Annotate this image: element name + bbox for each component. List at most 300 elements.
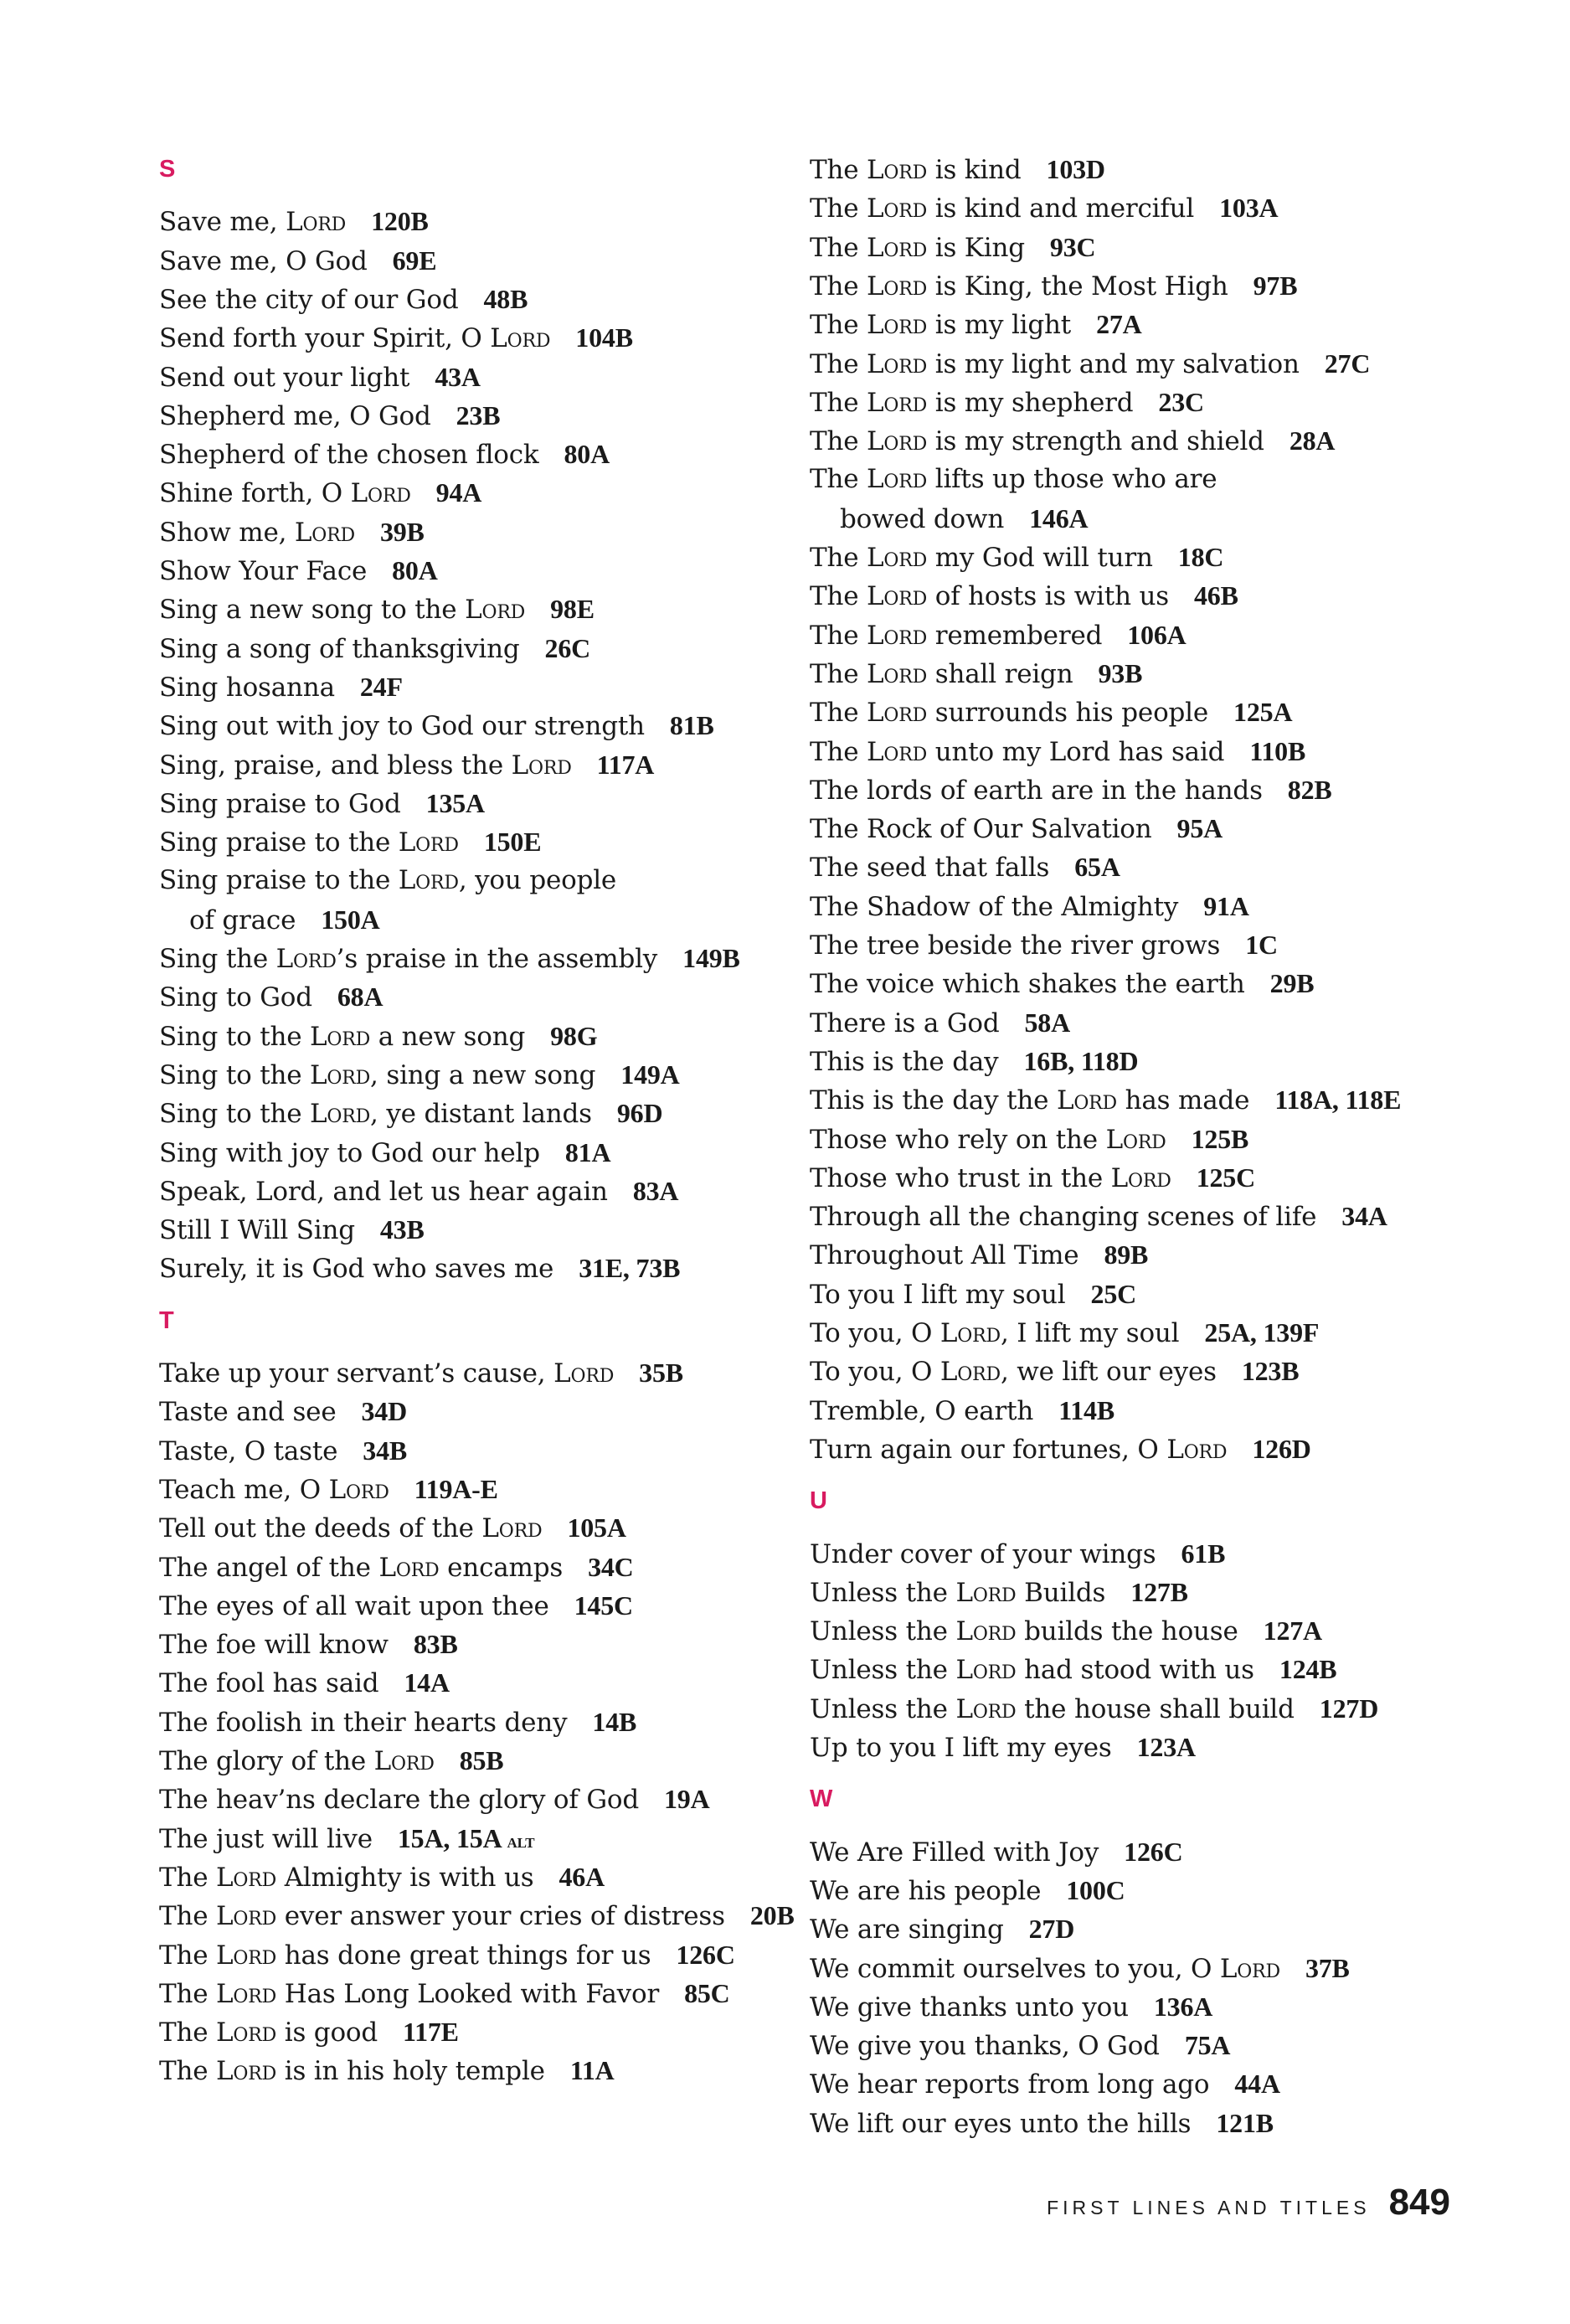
- psalm-reference: [597, 750, 655, 780]
- psalm-reference-number: 118A, 118E: [1274, 1085, 1402, 1116]
- psalm-reference-number: 46B: [1193, 580, 1238, 611]
- index-entry: [159, 1976, 730, 2011]
- psalm-reference-number: 24F: [359, 671, 403, 702]
- index-entry: [810, 695, 1292, 729]
- entry-title-text: The: [810, 426, 867, 457]
- divine-name-small-caps: Lord: [955, 1577, 1017, 1608]
- index-entry: [159, 1434, 407, 1468]
- psalm-reference: [1066, 1875, 1125, 1905]
- entry-title-text: The: [810, 464, 867, 495]
- psalm-reference-number: 126C: [676, 1939, 735, 1970]
- psalm-reference-number: 117E: [403, 2017, 459, 2048]
- psalm-reference: [456, 400, 501, 430]
- psalm-reference-number: 114B: [1058, 1394, 1114, 1425]
- psalm-reference: [676, 1940, 734, 1970]
- entry-title-text: has done great things for us: [276, 1940, 651, 1971]
- entry-title-text: The: [810, 543, 867, 573]
- psalm-reference-number: 46A: [559, 1861, 605, 1892]
- entry-title-text: Sing praise to the: [159, 827, 399, 858]
- psalm-reference: [360, 672, 403, 702]
- index-entry: [810, 1990, 1212, 2024]
- psalm-reference: [1216, 2108, 1274, 2138]
- psalm-reference: [670, 710, 714, 740]
- divine-name-small-caps: Lord: [481, 1513, 543, 1544]
- entry-title-text: Unless the: [810, 1693, 956, 1724]
- psalm-reference-number: 69E: [392, 245, 437, 276]
- index-entry: [810, 579, 1238, 613]
- entry-title-text: The: [159, 1978, 217, 2009]
- index-entry: [810, 2028, 1230, 2063]
- index-entry: [159, 2015, 459, 2049]
- index-entry: [810, 1238, 1148, 1272]
- entry-title-text: surrounds his people: [927, 698, 1209, 729]
- psalm-reference-number: 125A: [1233, 697, 1293, 728]
- psalm-reference-number: 127A: [1263, 1615, 1322, 1646]
- psalm-reference-number: 44A: [1234, 2069, 1280, 2100]
- entry-title-text: remembered: [927, 620, 1103, 651]
- psalm-reference: [404, 1667, 450, 1698]
- psalm-reference: [361, 1396, 407, 1426]
- psalm-reference-number: 91A: [1203, 890, 1249, 921]
- entry-title-text: Taste, O taste: [159, 1435, 338, 1466]
- entry-title-text: Tell out the deeds of the: [159, 1513, 482, 1544]
- entry-title-text: a new song: [370, 1021, 526, 1052]
- psalm-reference: [1242, 1356, 1300, 1386]
- index-entry: [810, 1730, 1196, 1765]
- psalm-reference-number: 98G: [550, 1020, 598, 1051]
- entry-title-text: Still I Will Sing: [159, 1215, 355, 1246]
- entry-title-text: had stood with us: [1016, 1655, 1254, 1686]
- psalm-reference-number: 96D: [616, 1098, 663, 1129]
- index-entry: [159, 437, 610, 471]
- psalm-reference-number: 43B: [379, 1214, 425, 1245]
- index-entry: [810, 1912, 1074, 1946]
- psalm-reference-number: 39B: [379, 516, 425, 547]
- entry-title-text: Shine forth, O: [159, 478, 351, 509]
- psalm-reference-number: 1C: [1245, 930, 1278, 960]
- psalm-reference: [684, 1978, 730, 2008]
- entry-title-text: is King: [927, 232, 1025, 263]
- psalm-reference-number: 48B: [483, 283, 528, 314]
- psalm-reference: [1192, 1124, 1249, 1154]
- index-entry: [159, 515, 425, 549]
- entry-title-text: The: [810, 658, 867, 689]
- index-entry: [159, 1589, 633, 1623]
- psalm-reference: [321, 904, 379, 935]
- psalm-reference: [639, 1358, 683, 1388]
- entry-title-text: The: [810, 348, 867, 379]
- psalm-reference: [1096, 309, 1142, 339]
- psalm-reference-number: 100C: [1066, 1874, 1125, 1905]
- entry-title-text: is in his holy temple: [276, 2056, 545, 2087]
- entry-title-text: Almighty is with us: [276, 1862, 534, 1893]
- index-entry: [810, 734, 1305, 769]
- entry-title-text: is my shepherd: [927, 387, 1134, 418]
- index-entry: [159, 670, 403, 704]
- psalm-reference-number: 103A: [1219, 193, 1279, 224]
- running-footer-title: FIRST LINES AND TITLES: [1047, 2197, 1371, 2218]
- index-entry: [810, 1873, 1125, 1908]
- index-entry: [810, 1316, 1319, 1350]
- psalm-reference: [1252, 1434, 1310, 1464]
- index-entry: [810, 1277, 1136, 1311]
- psalm-reference: [682, 943, 740, 973]
- index-entry: [159, 1472, 498, 1507]
- entry-title-text: The: [159, 2056, 217, 2087]
- psalm-reference-number: 127B: [1130, 1576, 1188, 1607]
- entry-title-text: Send out your light: [159, 362, 410, 393]
- psalm-reference: [750, 1900, 795, 1930]
- entry-title-text: The foolish in their hearts deny: [159, 1707, 568, 1738]
- entry-title-text: The: [159, 1901, 217, 1932]
- divine-name-small-caps: Lord: [1110, 1162, 1171, 1193]
- psalm-reference-number: 135A: [425, 787, 485, 818]
- psalm-reference-number: 149B: [682, 943, 740, 973]
- entry-title-text: Under cover of your wings: [810, 1538, 1156, 1569]
- entry-title-text: , we lift our eyes: [1000, 1357, 1217, 1388]
- entry-title-text: The: [159, 1862, 217, 1893]
- psalm-reference: [1194, 580, 1238, 611]
- entry-title-text: The lords of earth are in the hands: [810, 775, 1263, 806]
- index-entry: [810, 1614, 1322, 1648]
- psalm-reference-number: 11A: [569, 2055, 615, 2086]
- entry-title-text: Sing with joy to God our help: [159, 1137, 540, 1168]
- divine-name-small-caps: Lord: [294, 517, 355, 548]
- index-entry: [159, 282, 528, 317]
- psalm-reference-number: 65A: [1074, 852, 1120, 883]
- index-entry: [159, 1666, 450, 1700]
- index-entry: [810, 1835, 1182, 1869]
- psalm-reference-number: 34D: [361, 1396, 407, 1427]
- psalm-reference-number: 93C: [1049, 231, 1096, 262]
- entry-title-text: The: [810, 193, 867, 224]
- entry-title-text: The: [810, 698, 867, 729]
- entry-title-text: The Rock of Our Salvation: [810, 814, 1152, 845]
- psalm-reference: [1074, 852, 1120, 882]
- divine-name-small-caps: Lord: [867, 543, 928, 573]
- index-entry: [810, 928, 1278, 962]
- entry-title-text: Sing out with joy to God our strength: [159, 711, 645, 742]
- section-letter-s: S: [159, 156, 176, 183]
- entry-title-text: Unless the: [810, 1655, 956, 1686]
- index-entry: [159, 1627, 458, 1662]
- section-letter-t: T: [159, 1306, 174, 1334]
- divine-name-small-caps: Lord: [216, 2017, 277, 2048]
- entry-title-text: Sing, praise, and bless the: [159, 750, 512, 781]
- index-entry: [159, 1136, 610, 1170]
- psalm-reference: [1274, 1085, 1401, 1115]
- psalm-reference: [1177, 813, 1223, 843]
- index-entry: [159, 1550, 634, 1585]
- psalm-reference: [1341, 1201, 1387, 1231]
- psalm-reference: [1325, 348, 1371, 379]
- divine-name-small-caps: Lord: [955, 1616, 1017, 1647]
- index-entry: [810, 1951, 1350, 1986]
- divine-name-small-caps: Lord: [398, 865, 459, 896]
- index-entry: [159, 1096, 662, 1131]
- psalm-reference: [1098, 658, 1142, 688]
- divine-name-small-caps: Lord: [867, 581, 928, 612]
- entry-title-text: Sing a new song to the: [159, 595, 466, 626]
- psalm-reference: [392, 555, 438, 585]
- index-entry: [810, 2106, 1274, 2141]
- alternate-setting-marker: alt: [507, 1830, 535, 1853]
- entry-title-text: Those who trust in the: [810, 1162, 1111, 1193]
- entry-title-text: The: [159, 1940, 217, 1971]
- psalm-reference: [1305, 1953, 1350, 1983]
- psalm-reference-number: 27C: [1324, 348, 1371, 379]
- psalm-reference: [1178, 542, 1224, 572]
- psalm-reference-number: 85C: [684, 1977, 730, 2008]
- entry-title-text: This is the day the: [810, 1085, 1057, 1116]
- psalm-reference-number: 123B: [1241, 1356, 1300, 1387]
- entry-title-text: Show me,: [159, 517, 295, 548]
- entry-title-text: We are singing: [810, 1914, 1004, 1945]
- divine-name-small-caps: Lord: [328, 1474, 389, 1505]
- index-entry: [810, 1692, 1378, 1726]
- psalm-reference-number: 15A, 15A: [397, 1822, 501, 1853]
- index-entry: [810, 191, 1278, 225]
- index-entry: [159, 1251, 680, 1286]
- psalm-reference: [1047, 154, 1105, 184]
- divine-name-small-caps: Lord: [939, 1357, 1001, 1388]
- entry-title-text: , you people: [458, 865, 617, 896]
- divine-name-small-caps: Lord: [867, 464, 928, 495]
- psalm-reference-number: 136A: [1153, 1991, 1213, 2022]
- index-entry: [810, 1432, 1311, 1466]
- index-entry: [159, 2053, 615, 2088]
- divine-name-small-caps: Lord: [867, 310, 928, 341]
- index-entry: [810, 540, 1223, 575]
- divine-name-small-caps: Lord: [378, 1552, 440, 1583]
- psalm-reference-number: 20B: [749, 1900, 795, 1931]
- psalm-reference-number: 37B: [1305, 1952, 1350, 1983]
- psalm-reference-number: 83B: [413, 1629, 458, 1660]
- psalm-reference-number: 93B: [1098, 657, 1143, 688]
- entry-title-text: We hear reports from long ago: [810, 2069, 1210, 2100]
- index-entry: [159, 1899, 795, 1933]
- index-entry: [159, 321, 633, 355]
- entry-title-text: Sing to the: [159, 1021, 311, 1052]
- psalm-reference: [550, 594, 595, 624]
- entry-title-text: The: [810, 155, 867, 185]
- divine-name-small-caps: Lord: [216, 2056, 277, 2087]
- index-entry: [810, 812, 1223, 846]
- psalm-reference: [1029, 503, 1088, 533]
- entry-title-text: , ye distant lands: [370, 1099, 592, 1130]
- psalm-reference: [1127, 620, 1186, 650]
- entry-title-text: is my light and my salvation: [927, 348, 1300, 379]
- entry-title-text: This is the day: [810, 1046, 999, 1077]
- psalm-reference-number: 29B: [1269, 968, 1315, 999]
- psalm-reference: [393, 245, 437, 276]
- entry-title-text: Sing praise to God: [159, 788, 401, 819]
- entry-title-text: The foe will know: [159, 1630, 389, 1661]
- psalm-reference-number: 150E: [483, 827, 542, 858]
- divine-name-small-caps: Lord: [490, 323, 551, 354]
- index-entry: [159, 1058, 680, 1092]
- psalm-reference: [565, 1137, 611, 1167]
- index-entry: [810, 1394, 1114, 1428]
- page-footer: [1047, 2182, 1450, 2229]
- entry-title-text: Show Your Face: [159, 556, 368, 586]
- divine-name-small-caps: Lord: [1056, 1085, 1117, 1116]
- psalm-reference: [1249, 736, 1305, 766]
- entry-title-text: Turn again our fortunes, O: [810, 1434, 1167, 1465]
- entry-title-text: The: [810, 581, 867, 612]
- psalm-reference-number: 120B: [371, 206, 429, 237]
- psalm-reference: [564, 439, 610, 469]
- psalm-reference-number: 119A-E: [414, 1473, 498, 1504]
- index-entry-continuation: [840, 502, 1088, 536]
- divine-name-small-caps: Lord: [867, 736, 928, 767]
- psalm-reference-number: 68A: [337, 982, 383, 1013]
- entry-title-text: Teach me, O: [159, 1474, 329, 1505]
- index-entry: [810, 1354, 1299, 1389]
- psalm-reference-number: 19A: [664, 1784, 710, 1815]
- index-entry: [810, 1199, 1387, 1234]
- psalm-reference-number: 26C: [544, 632, 591, 663]
- psalm-reference: [484, 827, 542, 857]
- entry-title-text: encamps: [439, 1552, 564, 1583]
- psalm-reference-number: 125C: [1196, 1162, 1255, 1193]
- psalm-reference: [1091, 1279, 1137, 1309]
- entry-title-text: The: [810, 620, 867, 651]
- entry-title-text: Sing praise to the: [159, 865, 399, 896]
- entry-title-text: Surely, it is God who saves me: [159, 1254, 554, 1285]
- index-entry: [159, 863, 616, 897]
- psalm-reference: [1185, 2030, 1231, 2060]
- psalm-reference: [380, 1214, 425, 1244]
- index-entry: [810, 618, 1187, 652]
- psalm-reference: [436, 477, 482, 508]
- psalm-reference-number: 27D: [1028, 1914, 1075, 1945]
- psalm-reference: [1058, 1395, 1114, 1425]
- index-entry: [159, 1511, 626, 1545]
- index-entry: [810, 1161, 1255, 1195]
- divine-name-small-caps: Lord: [310, 1059, 371, 1090]
- entry-title-text: is my strength and shield: [927, 426, 1264, 457]
- divine-name-small-caps: Lord: [216, 1940, 277, 1971]
- psalm-reference: [1219, 193, 1278, 223]
- psalm-reference: [1203, 891, 1249, 921]
- psalm-reference: [1181, 1538, 1226, 1569]
- psalm-reference: [559, 1862, 605, 1892]
- entry-title-text: We Are Filled with Joy: [810, 1837, 1099, 1868]
- divine-name-small-caps: Lord: [275, 944, 337, 974]
- index-entry: [810, 1575, 1188, 1610]
- entry-title-text: is my light: [927, 310, 1072, 341]
- entry-title-text: The: [810, 232, 867, 263]
- psalm-reference-number: 61B: [1181, 1538, 1226, 1569]
- psalm-reference: [617, 1098, 663, 1128]
- psalm-reference: [550, 1021, 597, 1051]
- psalm-reference-number: 149A: [620, 1059, 680, 1090]
- psalm-reference-number: 117A: [596, 749, 655, 780]
- index-entry: [810, 1006, 1070, 1040]
- psalm-reference-number: 18C: [1177, 542, 1224, 572]
- entry-title-text: is kind and merciful: [927, 193, 1195, 224]
- entry-title-text: Has Long Looked with Favor: [276, 1978, 660, 2009]
- entry-title-text: We commit ourselves to you, O: [810, 1953, 1220, 1984]
- divine-name-small-caps: Lord: [867, 348, 928, 379]
- entry-title-text: Up to you I lift my eyes: [810, 1733, 1112, 1763]
- divine-name-small-caps: Lord: [350, 478, 411, 509]
- entry-title-text: The Shadow of the Almighty: [810, 891, 1179, 922]
- psalm-reference: [1023, 1046, 1138, 1076]
- entry-title-text: shall reign: [927, 658, 1073, 689]
- entry-title-text: The glory of the: [159, 1746, 374, 1776]
- entry-title-text: The seed that falls: [810, 853, 1050, 884]
- index-entry: [159, 360, 481, 394]
- entry-title-text: Taste and see: [159, 1397, 337, 1428]
- entry-title-text: The: [810, 310, 867, 341]
- psalm-reference: [1245, 930, 1278, 960]
- psalm-reference: [1158, 387, 1204, 417]
- entry-title-text: The: [810, 387, 867, 418]
- index-entry: [159, 1822, 534, 1858]
- psalm-reference-number: 34C: [588, 1551, 634, 1582]
- psalm-reference: [1270, 968, 1315, 998]
- divine-name-small-caps: Lord: [867, 698, 928, 729]
- psalm-reference: [579, 1253, 680, 1283]
- index-entry: [159, 1782, 710, 1816]
- psalm-reference: [1130, 1577, 1188, 1607]
- psalm-reference-number: 58A: [1024, 1007, 1071, 1038]
- entry-title-text: , sing a new song: [370, 1059, 596, 1090]
- psalm-reference: [371, 206, 429, 236]
- entry-title-text: The just will live: [159, 1823, 373, 1854]
- psalm-reference: [570, 2055, 615, 2085]
- index-entry: [159, 941, 740, 976]
- entry-title-text: Through all the changing scenes of life: [810, 1202, 1317, 1233]
- psalm-reference: [545, 633, 591, 663]
- psalm-reference: [664, 1784, 710, 1814]
- entry-title-text: is good: [276, 2017, 378, 2048]
- psalm-reference-number: 82B: [1287, 774, 1332, 805]
- entry-title-text: The tree beside the river grows: [810, 930, 1221, 961]
- index-entry: [810, 850, 1120, 884]
- index-entry: [159, 1705, 636, 1739]
- entry-title-text: , I lift my soul: [1000, 1318, 1180, 1348]
- entry-title-text: Take up your servant’s cause,: [159, 1358, 554, 1389]
- index-entry: [159, 1744, 503, 1778]
- psalm-reference: [1197, 1162, 1255, 1193]
- entry-title-text: lifts up those who are: [927, 464, 1217, 495]
- psalm-reference-number: 25C: [1090, 1278, 1137, 1309]
- psalm-reference: [337, 982, 383, 1012]
- psalm-reference: [1050, 232, 1096, 262]
- psalm-reference: [1288, 775, 1332, 805]
- divine-name-small-caps: Lord: [955, 1693, 1017, 1724]
- psalm-reference: [1154, 1992, 1212, 2022]
- index-entry: [159, 980, 383, 1014]
- index-entry: [810, 889, 1249, 924]
- entry-title-text: ever answer your cries of distress: [276, 1901, 725, 1932]
- psalm-reference: [620, 1059, 679, 1090]
- index-entry: [810, 657, 1142, 691]
- divine-name-small-caps: Lord: [553, 1358, 615, 1389]
- psalm-reference: [1264, 1615, 1322, 1646]
- divine-name-small-caps: Lord: [867, 232, 928, 263]
- psalm-reference-number: 75A: [1184, 2030, 1231, 2061]
- psalm-reference: [1029, 1914, 1075, 1944]
- index-entry: [159, 786, 485, 821]
- psalm-reference-number: 124B: [1279, 1654, 1337, 1685]
- psalm-reference-number: 43A: [435, 361, 481, 392]
- psalm-reference-number: 89B: [1104, 1239, 1149, 1270]
- index-entry: [159, 554, 438, 588]
